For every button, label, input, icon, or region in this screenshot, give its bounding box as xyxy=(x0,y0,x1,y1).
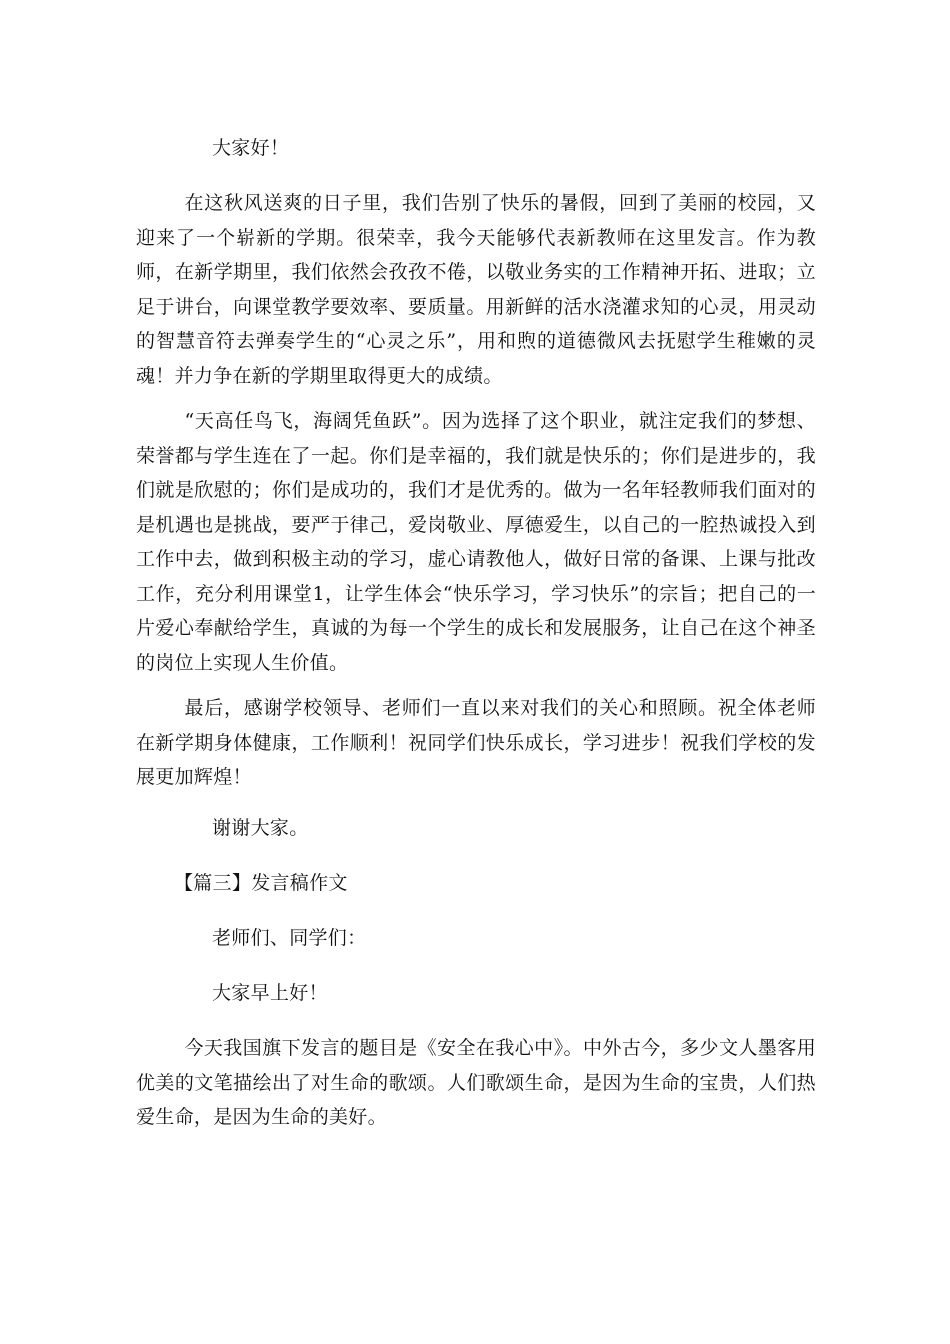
paragraph-opening: 在这秋风送爽的日子里，我们告别了快乐的暑假，回到了美丽的校园，又迎来了一个崭新的学期。很荣幸，我今天能够代表新教师在这里发言。作为教师，在新学期里，我们依然会孜孜不倦，以敬业务实的工作精神开拓、进取；立足于讲台，向课堂教学要效率、要质量。用新鲜的活水浇灌求知的心灵，用灵动的智慧音符去弹奏学生的“心灵之乐”，用和煦的道德微风去抚慰学生稚嫩的灵魂！并力争在新的学期里取得更大的成绩。 xyxy=(136,192,816,387)
greeting-morning-text: 大家早上好！ xyxy=(212,982,328,1004)
paragraph-thanks: 最后，感谢学校领导、老师们一直以来对我们的关心和照顾。祝全体老师在新学期身体健康，工作顺利！祝同学们快乐成长，学习进步！祝我们学校的发展更加辉煌！ xyxy=(136,697,816,788)
greeting-text: 大家好！ xyxy=(212,137,290,159)
salutation-text: 老师们、同学们： xyxy=(212,927,367,949)
closing-text: 谢谢大家。 xyxy=(212,817,309,839)
paragraph-career: “天高任鸟飞，海阔凭鱼跃”。因为选择了这个职业，就注定我们的梦想、荣誉都与学生连在了一起。你们是幸福的，我们就是快乐的；你们是进步的，我们就是欣慰的；你们是成功的，我们才是优秀的。做为一名年轻教师我们面对的是机遇也是挑战，要严于律己，爱岗敬业、厚德爱生，以自己的一腔热诚投入到工作中去，做到积极主动的学习，虚心请教他人，做好日常的备课、上课与批改工作，充分利用课堂1，让学生体会“快乐学习，学习快乐”的宗旨；把自己的一片爱心奉献给学生，真诚的为每一个学生的成长和发展服务，让自己在这个神圣的岗位上实现人生价值。 xyxy=(136,410,816,674)
paragraph-safety: 今天我国旗下发言的题目是《安全在我心中》。中外古今，多少文人墨客用优美的文笔描绘出了对生命的歌颂。人们歌颂生命，是因为生命的宝贵，人们热爱生命，是因为生命的美好。 xyxy=(136,1037,816,1128)
section-heading: 【篇三】发言稿作文 xyxy=(174,872,348,894)
